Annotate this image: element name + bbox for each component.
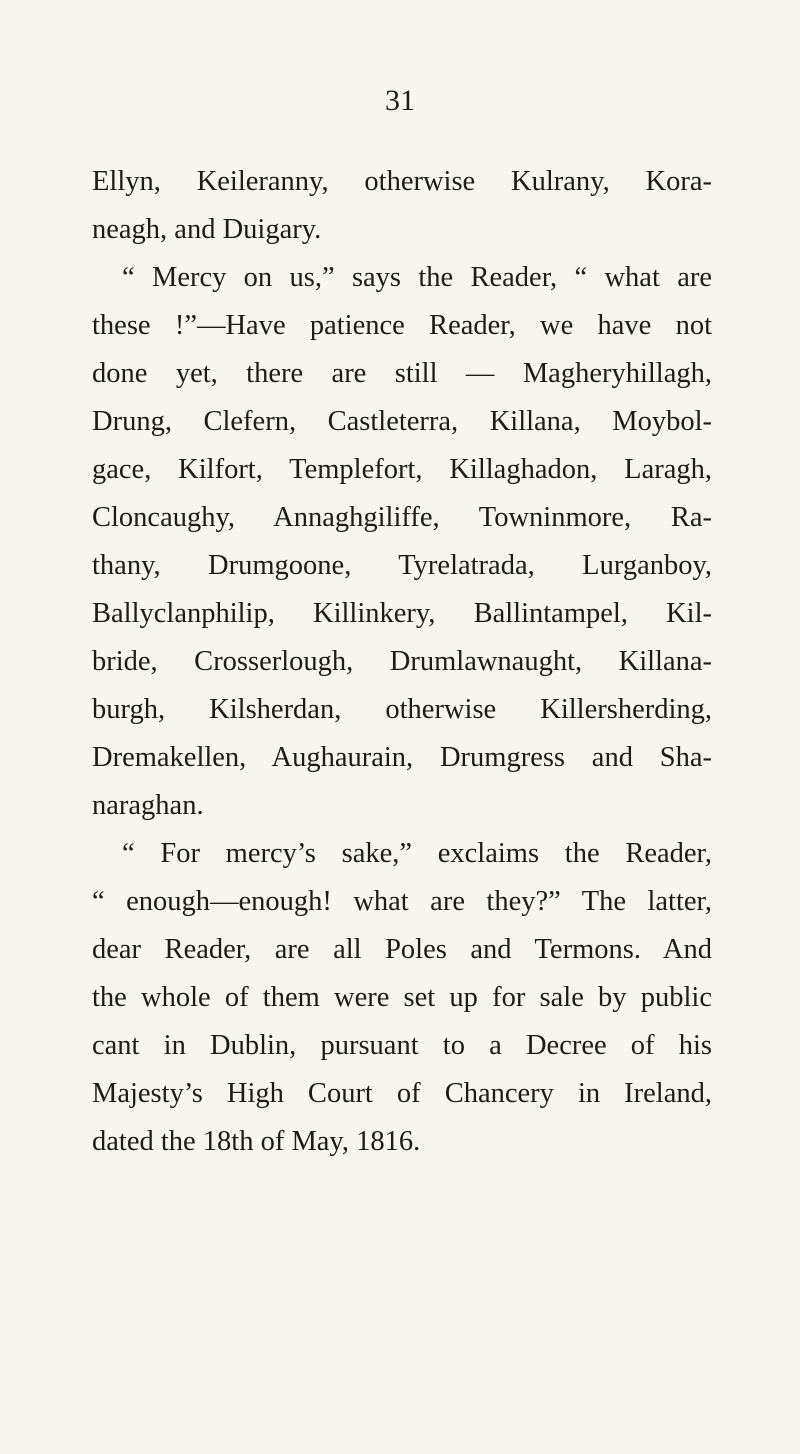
text-line: the whole of them were set up for sale by public: [92, 982, 712, 1013]
text-line: thany, Drumgoone, Tyrelatrada, Lurganboy,: [92, 550, 712, 581]
text-line: Ellyn, Keileranny, otherwise Kulrany, Kora-: [92, 166, 712, 197]
text-line: gace, Kilfort, Templefort, Killaghadon, Laragh,: [92, 454, 712, 485]
text-line: done yet, there are still — Magheryhillagh,: [92, 358, 712, 389]
page-number: 31: [385, 84, 415, 117]
text-line: Ballyclanphilip, Killinkery, Ballintampel, Kil-: [92, 598, 712, 629]
text-line: “ enough—enough! what are they?” The latter,: [92, 886, 712, 917]
text-line: “ Mercy on us,” says the Reader, “ what are: [122, 262, 712, 293]
text-line: burgh, Kilsherdan, otherwise Killersherding,: [92, 694, 712, 725]
text-line: “ For mercy’s sake,” exclaims the Reader,: [122, 838, 712, 869]
text-line: Dremakellen, Aughaurain, Drumgress and Sha-: [92, 742, 712, 773]
text-line: dated the 18th of May, 1816.: [92, 1126, 421, 1157]
body-text: [92, 158, 712, 1166]
text-line: these !”—Have patience Reader, we have not: [92, 310, 712, 341]
text-line: Cloncaughy, Annaghgiliffe, Towninmore, Ra-: [92, 502, 712, 533]
text-line: cant in Dublin, pursuant to a Decree of his: [92, 1030, 712, 1061]
text-line: neagh, and Duigary.: [92, 214, 322, 245]
text-line: dear Reader, are all Poles and Termons. And: [92, 934, 712, 965]
text-line: naraghan.: [92, 790, 204, 821]
text-line: bride, Crosserlough, Drumlawnaught, Killana-: [92, 646, 712, 677]
text-line: Majesty’s High Court of Chancery in Ireland,: [92, 1078, 712, 1109]
text-line: Drung, Clefern, Castleterra, Killana, Moybol-: [92, 406, 712, 437]
